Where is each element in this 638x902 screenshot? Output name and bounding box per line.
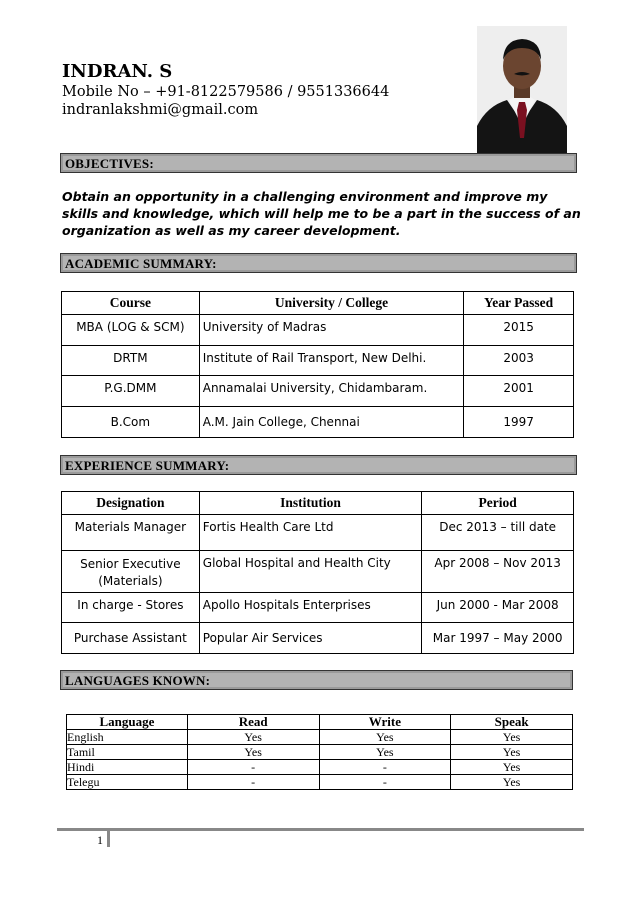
candidate-name: INDRAN. S: [62, 61, 173, 82]
table-row: [62, 593, 574, 623]
email-address: indranlakshmi@gmail.com: [62, 102, 259, 118]
university-cell: Institute of Rail Transport, New Delhi.: [199, 346, 463, 376]
table-row: [62, 407, 574, 438]
year-cell: 1997: [464, 407, 574, 438]
language-cell: Tamil: [67, 745, 188, 760]
column-header: Course: [62, 292, 200, 315]
period-cell: Apr 2008 – Nov 2013: [422, 551, 574, 593]
column-header: Language: [67, 715, 188, 730]
table-row: [62, 623, 574, 654]
year-cell: 2003: [464, 346, 574, 376]
designation-cell: Purchase Assistant: [62, 623, 200, 654]
language-cell: Telegu: [67, 775, 188, 790]
mobile-number: Mobile No – +91-8122579586 / 9551336644: [62, 84, 390, 100]
year-cell: 2015: [464, 315, 574, 346]
table-row: [67, 745, 573, 760]
designation-cell: Materials Manager: [62, 515, 200, 551]
objectives-heading: OBJECTIVES:: [60, 153, 577, 173]
academic-table: [61, 291, 574, 438]
table-row: [67, 775, 573, 790]
write-cell: Yes: [319, 745, 451, 760]
column-header: Year Passed: [464, 292, 574, 315]
write-cell: -: [319, 760, 451, 775]
language-cell: English: [67, 730, 188, 745]
year-cell: 2001: [464, 376, 574, 407]
column-header: Read: [187, 715, 319, 730]
column-header: Institution: [199, 492, 422, 515]
column-header: Designation: [62, 492, 200, 515]
speak-cell: Yes: [451, 745, 573, 760]
language-cell: Hindi: [67, 760, 188, 775]
column-header: University / College: [199, 292, 463, 315]
institution-cell: Fortis Health Care Ltd: [199, 515, 422, 551]
university-cell: University of Madras: [199, 315, 463, 346]
table-row: [62, 551, 574, 593]
speak-cell: Yes: [451, 730, 573, 745]
write-cell: -: [319, 775, 451, 790]
column-header: Period: [422, 492, 574, 515]
table-row: [62, 376, 574, 407]
languages-table: [66, 714, 573, 790]
column-header: Write: [319, 715, 451, 730]
read-cell: -: [187, 775, 319, 790]
read-cell: Yes: [187, 745, 319, 760]
speak-cell: Yes: [451, 775, 573, 790]
table-row: [62, 315, 574, 346]
table-row: [67, 760, 573, 775]
write-cell: Yes: [319, 730, 451, 745]
column-header: Speak: [451, 715, 573, 730]
course-cell: P.G.DMM: [62, 376, 200, 407]
designation-cell: Senior Executive (Materials): [62, 551, 200, 593]
academic-summary-heading: ACADEMIC SUMMARY:: [60, 253, 577, 273]
read-cell: -: [187, 760, 319, 775]
university-cell: A.M. Jain College, Chennai: [199, 407, 463, 438]
experience-summary-heading: EXPERIENCE SUMMARY:: [60, 455, 577, 475]
table-header-row: [62, 492, 574, 515]
table-row: [67, 730, 573, 745]
experience-table: [61, 491, 574, 654]
designation-cell: In charge - Stores: [62, 593, 200, 623]
table-row: [62, 515, 574, 551]
institution-cell: Apollo Hospitals Enterprises: [199, 593, 422, 623]
languages-known-heading: LANGUAGES KNOWN:: [60, 670, 573, 690]
table-header-row: [67, 715, 573, 730]
institution-cell: Popular Air Services: [199, 623, 422, 654]
read-cell: Yes: [187, 730, 319, 745]
period-cell: Jun 2000 - Mar 2008: [422, 593, 574, 623]
course-cell: DRTM: [62, 346, 200, 376]
objective-text: Obtain an opportunity in a challenging environment and improve my skills and knowledge, which will help me to be a part in the success of an organization as well as my career development.: [62, 189, 581, 238]
footer-rule: [57, 828, 584, 831]
institution-cell: Global Hospital and Health City: [199, 551, 422, 593]
footer-divider: [107, 828, 110, 847]
page-number: 1: [97, 833, 103, 847]
speak-cell: Yes: [451, 760, 573, 775]
table-row: [62, 346, 574, 376]
profile-photo: [477, 26, 567, 154]
university-cell: Annamalai University, Chidambaram.: [199, 376, 463, 407]
table-header-row: [62, 292, 574, 315]
period-cell: Mar 1997 – May 2000: [422, 623, 574, 654]
course-cell: MBA (LOG & SCM): [62, 315, 200, 346]
period-cell: Dec 2013 – till date: [422, 515, 574, 551]
course-cell: B.Com: [62, 407, 200, 438]
